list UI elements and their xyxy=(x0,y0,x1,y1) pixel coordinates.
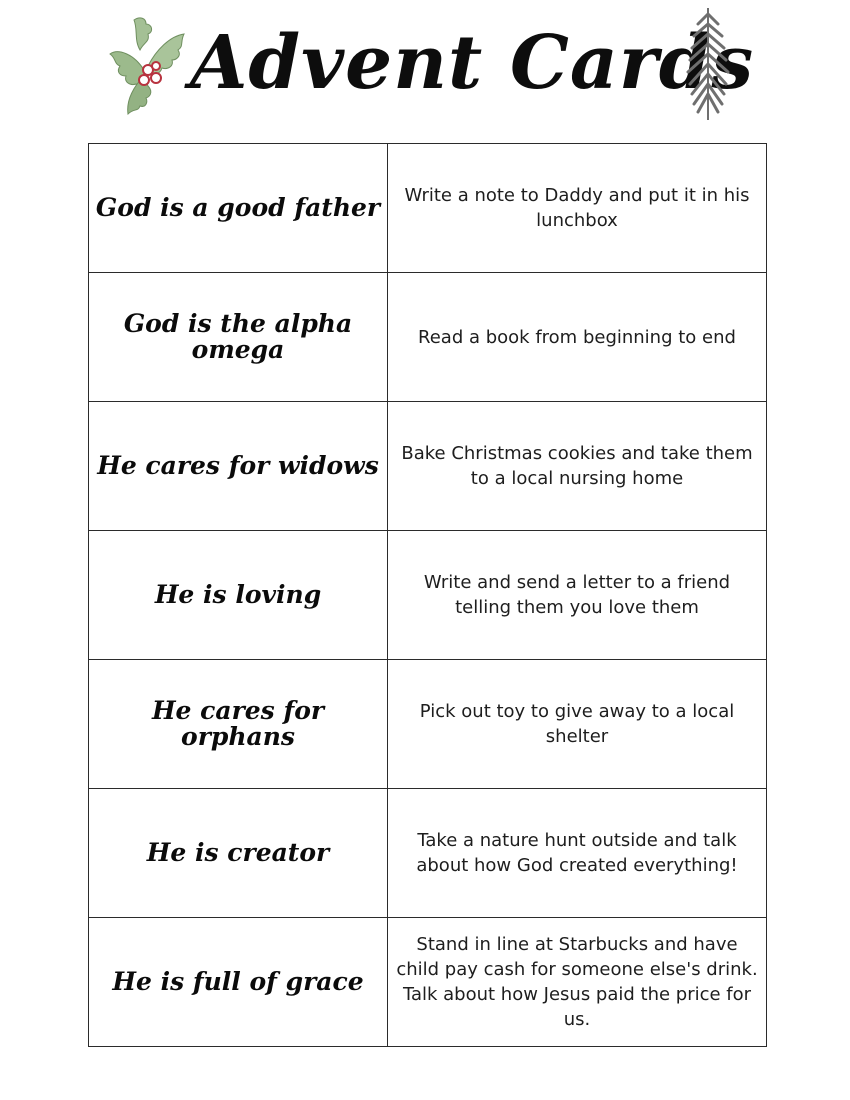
holly-icon xyxy=(104,14,188,118)
card-attribute: He cares for widows xyxy=(89,402,388,531)
card-activity: Bake Christmas cookies and take them to a local nursing home xyxy=(388,402,767,531)
card-row xyxy=(89,402,767,531)
card-row xyxy=(89,660,767,789)
card-attribute: He cares for orphans xyxy=(89,660,388,789)
card-row xyxy=(89,918,767,1047)
page-header xyxy=(0,0,850,130)
card-activity: Write and send a letter to a friend telling them you love them xyxy=(388,531,767,660)
card-attribute: God is the alpha omega xyxy=(89,273,388,402)
card-row xyxy=(89,273,767,402)
page-title: Advent Cards xyxy=(190,20,755,106)
card-attribute: He is creator xyxy=(89,789,388,918)
card-activity: Take a nature hunt outside and talk about how God created everything! xyxy=(388,789,767,918)
advent-cards-table xyxy=(88,143,767,1047)
pine-branch-icon xyxy=(684,6,732,122)
card-activity: Write a note to Daddy and put it in his lunchbox xyxy=(388,144,767,273)
card-row xyxy=(89,789,767,918)
card-attribute: God is a good father xyxy=(89,144,388,273)
card-row xyxy=(89,144,767,273)
card-attribute: He is loving xyxy=(89,531,388,660)
card-attribute: He is full of grace xyxy=(89,918,388,1047)
card-activity: Read a book from beginning to end xyxy=(388,273,767,402)
card-row xyxy=(89,531,767,660)
card-activity: Pick out toy to give away to a local shelter xyxy=(388,660,767,789)
card-activity: Stand in line at Starbucks and have child pay cash for someone else's drink. Talk about how Jesus paid the price for us. xyxy=(388,918,767,1047)
